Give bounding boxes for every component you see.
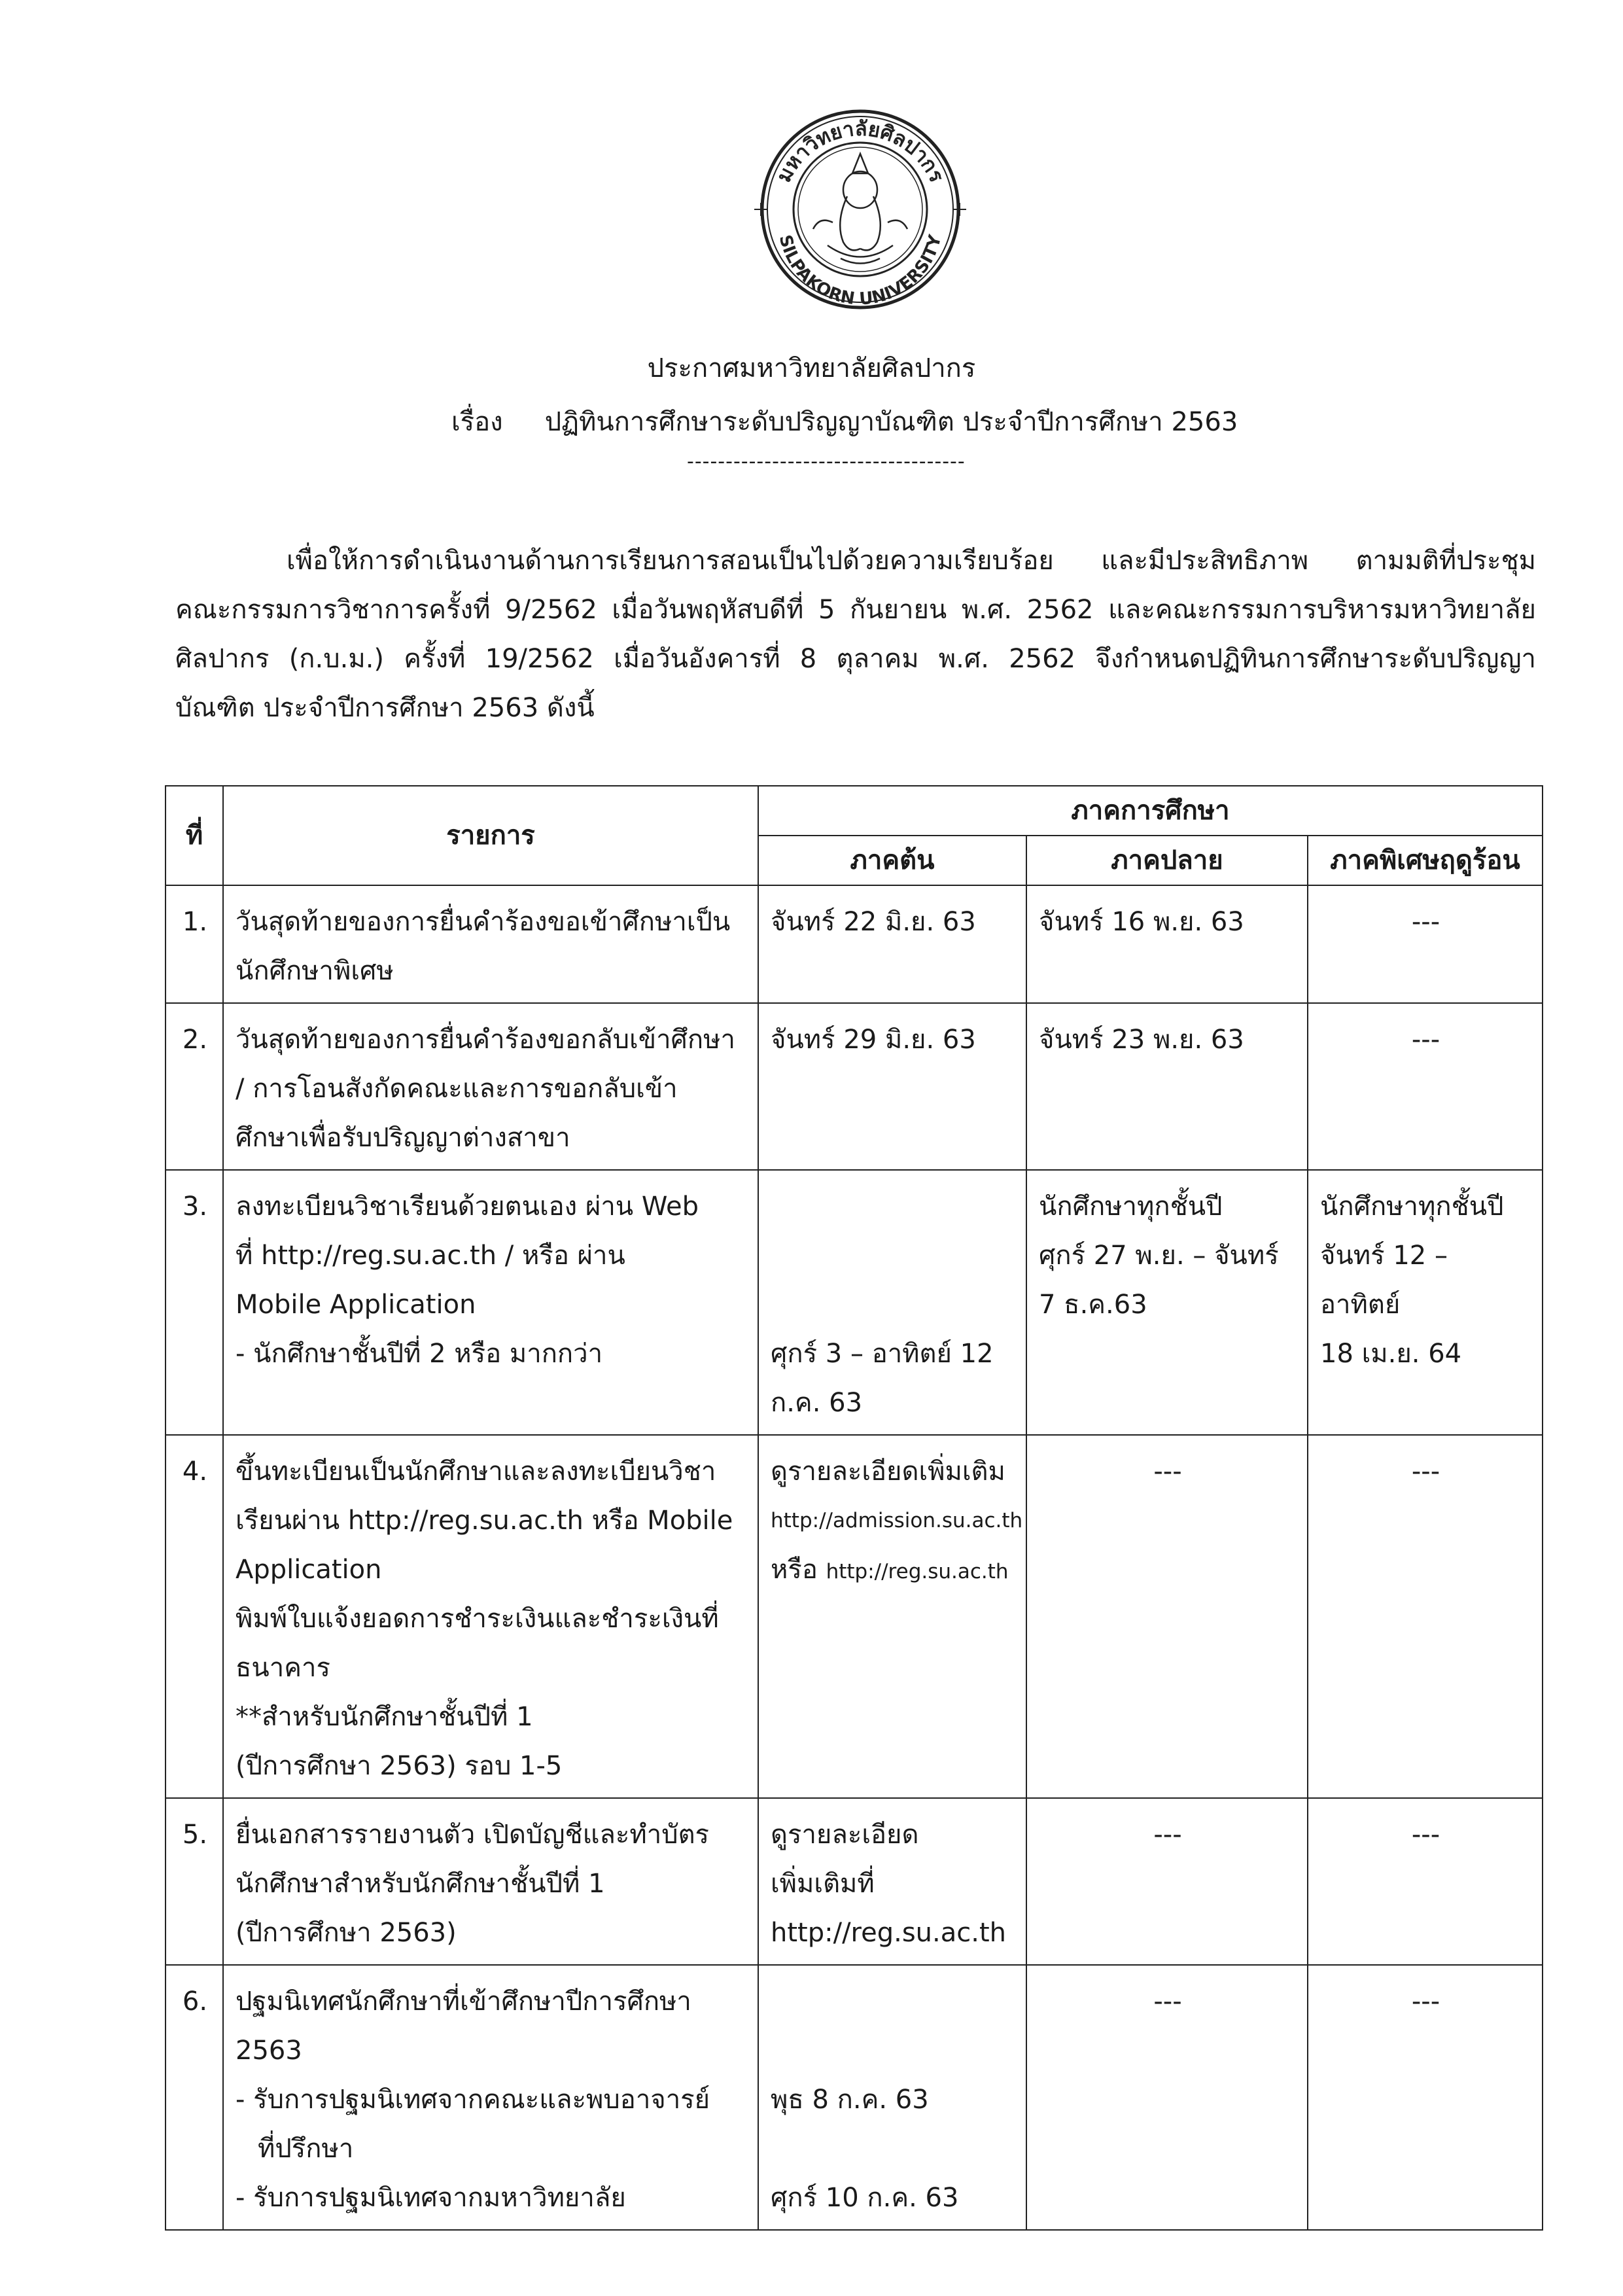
- col-header-summer-semester: ภาคพิเศษฤดูร้อน: [1308, 836, 1543, 885]
- university-seal-logo: [749, 98, 971, 321]
- table-row: [166, 1435, 1543, 1798]
- item-line: (ปีการศึกษา 2563): [236, 1918, 457, 1948]
- col-header-no: ที่: [166, 786, 223, 885]
- subject-text: ปฏิทินการศึกษาระดับปริญญาบัณฑิต ประจำปีการศึกษา 2563: [544, 407, 1238, 437]
- or-label: หรือ: [771, 1555, 818, 1585]
- item-line: / การโอนสังกัดคณะและการขอกลับเข้า: [236, 1074, 678, 1104]
- spacer: [236, 1379, 747, 1428]
- second-semester-cell: [1026, 1170, 1308, 1435]
- row-item: [223, 1798, 758, 1965]
- intro-line: คณะกรรมการวิชาการครั้งที่ 9/2562 เมื่อวันพฤหัสบดีที่ 5 กันยายน พ.ศ. 2562 และคณะกรรมการบริหารมหาวิทยาลัย: [175, 595, 1536, 625]
- col-header-item: รายการ: [223, 786, 758, 885]
- item-line: ที่ http://reg.su.ac.th / หรือ ผ่าน: [236, 1241, 625, 1271]
- row-number: 4.: [166, 1435, 223, 1798]
- first-semester-cell: [758, 1798, 1026, 1965]
- cell-line: ศุกร์ 27 พ.ย. – จันทร์: [1039, 1241, 1279, 1271]
- table-row: [166, 1798, 1543, 1965]
- item-line: วันสุดท้ายของการยื่นคำร้องขอเข้าศึกษาเป็น: [236, 907, 731, 937]
- second-semester-cell: จันทร์ 16 พ.ย. 63: [1026, 885, 1308, 1003]
- summer-semester-cell: ---: [1308, 1435, 1543, 1798]
- first-semester-cell: [758, 1965, 1026, 2230]
- admission-link[interactable]: http://admission.su.ac.th: [771, 1509, 1023, 1532]
- col-header-first-semester: ภาคต้น: [758, 836, 1026, 885]
- item-line: - นักศึกษาชั้นปีที่ 2 หรือ มากกว่า: [236, 1339, 603, 1369]
- first-semester-cell: [758, 1170, 1026, 1435]
- item-line: ที่ปรึกษา: [258, 2134, 354, 2164]
- cell-line: ก.ค. 63: [771, 1388, 863, 1418]
- second-semester-cell: ---: [1026, 1798, 1308, 1965]
- item-line: ปฐมนิเทศนักศึกษาที่เข้าศึกษาปีการศึกษา: [236, 1987, 691, 2017]
- row-item: [223, 1435, 758, 1798]
- item-line: - รับการปฐมนิเทศจากคณะและพบอาจารย์: [236, 2085, 710, 2115]
- item-line: **สำหรับนักศึกษาชั้นปีที่ 1: [236, 1702, 533, 1732]
- row-item: [223, 885, 758, 1003]
- item-line: Mobile Application: [236, 1290, 476, 1320]
- intro-paragraph: [175, 537, 1536, 733]
- reg-link[interactable]: http://reg.su.ac.th: [826, 1560, 1009, 1583]
- cell-line: 7 ธ.ค.63: [1039, 1290, 1147, 1320]
- svg-text:มหาวิทยาลัยศิลปากร: มหาวิทยาลัยศิลปากร: [772, 116, 949, 186]
- item-line: เรียนผ่าน http://reg.su.ac.th หรือ Mobile: [236, 1506, 733, 1536]
- second-semester-cell: ---: [1026, 1965, 1308, 2230]
- first-semester-cell: [758, 1435, 1026, 1798]
- item-line: 2563: [236, 2036, 302, 2066]
- summer-semester-cell: ---: [1308, 1003, 1543, 1170]
- item-line: พิมพ์ใบแจ้งยอดการชำระเงินและชำระเงินที่: [236, 1604, 719, 1634]
- table-row: [166, 1965, 1543, 2230]
- item-line: Application: [236, 1555, 382, 1585]
- row-number: 5.: [166, 1798, 223, 1965]
- summer-semester-cell: ---: [1308, 885, 1543, 1003]
- summer-semester-cell: [1308, 1170, 1543, 1435]
- row-number: 6.: [166, 1965, 223, 2230]
- cell-line: พุธ 8 ก.ค. 63: [771, 2085, 929, 2115]
- item-line: วันสุดท้ายของการยื่นคำร้องขอกลับเข้าศึกษา: [236, 1025, 735, 1055]
- svg-text:SILPAKORN UNIVERSITY: SILPAKORN UNIVERSITY: [775, 232, 946, 309]
- intro-line: ศิลปากร (ก.บ.ม.) ครั้งที่ 19/2562 เมื่อวันอังคารที่ 8 ตุลาคม พ.ศ. 2562 จึงกำหนดปฏิทินการศึกษาระดับปริญญา: [175, 644, 1536, 674]
- announcement-title: ประกาศมหาวิทยาลัยศิลปากร: [647, 353, 976, 383]
- item-line: (ปีการศึกษา 2563) รอบ 1-5: [236, 1751, 563, 1781]
- row-item: [223, 1003, 758, 1170]
- cell-line: 18 เม.ย. 64: [1320, 1339, 1462, 1369]
- table-row: [166, 1003, 1543, 1170]
- announcement-subject: [451, 400, 1238, 442]
- cell-line: นักศึกษาทุกชั้นปี: [1039, 1192, 1223, 1222]
- table-row: [166, 1170, 1543, 1435]
- table-row: [166, 885, 1543, 1003]
- summer-semester-cell: ---: [1308, 1798, 1543, 1965]
- row-number: 2.: [166, 1003, 223, 1170]
- item-line: ยื่นเอกสารรายงานตัว เปิดบัญชีและทำบัตร: [236, 1820, 710, 1850]
- item-line: นักศึกษาพิเศษ: [236, 956, 394, 986]
- cell-line: [771, 1545, 1015, 1597]
- row-item: [223, 1965, 758, 2230]
- second-semester-cell: ---: [1026, 1435, 1308, 1798]
- cell-line: เพิ่มเติมที่: [771, 1869, 875, 1899]
- item-line: ลงทะเบียนวิชาเรียนด้วยตนเอง ผ่าน Web: [236, 1192, 699, 1222]
- divider-rule: ------------------------------------: [687, 450, 966, 473]
- row-number: 1.: [166, 885, 223, 1003]
- cell-line: ศุกร์ 10 ก.ค. 63: [771, 2183, 959, 2213]
- intro-line: เพื่อให้การดำเนินงานด้านการเรียนการสอนเป็นไปด้วยความเรียบร้อย และมีประสิทธิภาพ ตามมติที่ประชุม: [287, 546, 1536, 576]
- item-line: ศึกษาเพื่อรับปริญญาต่างสาขา: [236, 1123, 570, 1153]
- col-header-semesters: ภาคการศึกษา: [758, 786, 1543, 836]
- item-line: ธนาคาร: [236, 1653, 330, 1683]
- table-header-row: [166, 786, 1543, 836]
- cell-line: นักศึกษาทุกชั้นปี: [1320, 1192, 1504, 1222]
- row-number: 3.: [166, 1170, 223, 1435]
- cell-line: ดูรายละเอียด: [771, 1820, 919, 1850]
- second-semester-cell: จันทร์ 23 พ.ย. 63: [1026, 1003, 1308, 1170]
- subject-label: เรื่อง: [451, 407, 503, 437]
- item-line: นักศึกษาสำหรับนักศึกษาชั้นปีที่ 1: [236, 1869, 605, 1899]
- summer-semester-cell: ---: [1308, 1965, 1543, 2230]
- cell-line: จันทร์ 12 – อาทิตย์: [1320, 1241, 1448, 1320]
- intro-line: บัณฑิต ประจำปีการศึกษา 2563 ดังนี้: [175, 693, 595, 723]
- row-item: [223, 1170, 758, 1435]
- item-line: - รับการปฐมนิเทศจากมหาวิทยาลัย: [236, 2183, 626, 2213]
- col-header-second-semester: ภาคปลาย: [1026, 836, 1308, 885]
- first-semester-cell: จันทร์ 22 มิ.ย. 63: [758, 885, 1026, 1003]
- item-line: ขึ้นทะเบียนเป็นนักศึกษาและลงทะเบียนวิชา: [236, 1457, 716, 1487]
- academic-calendar-table: [165, 785, 1543, 2231]
- cell-line: ศุกร์ 3 – อาทิตย์ 12: [771, 1339, 994, 1369]
- first-semester-cell: จันทร์ 29 มิ.ย. 63: [758, 1003, 1026, 1170]
- reg-link[interactable]: http://reg.su.ac.th: [771, 1918, 1006, 1948]
- cell-line: ดูรายละเอียดเพิ่มเติม: [771, 1457, 1005, 1487]
